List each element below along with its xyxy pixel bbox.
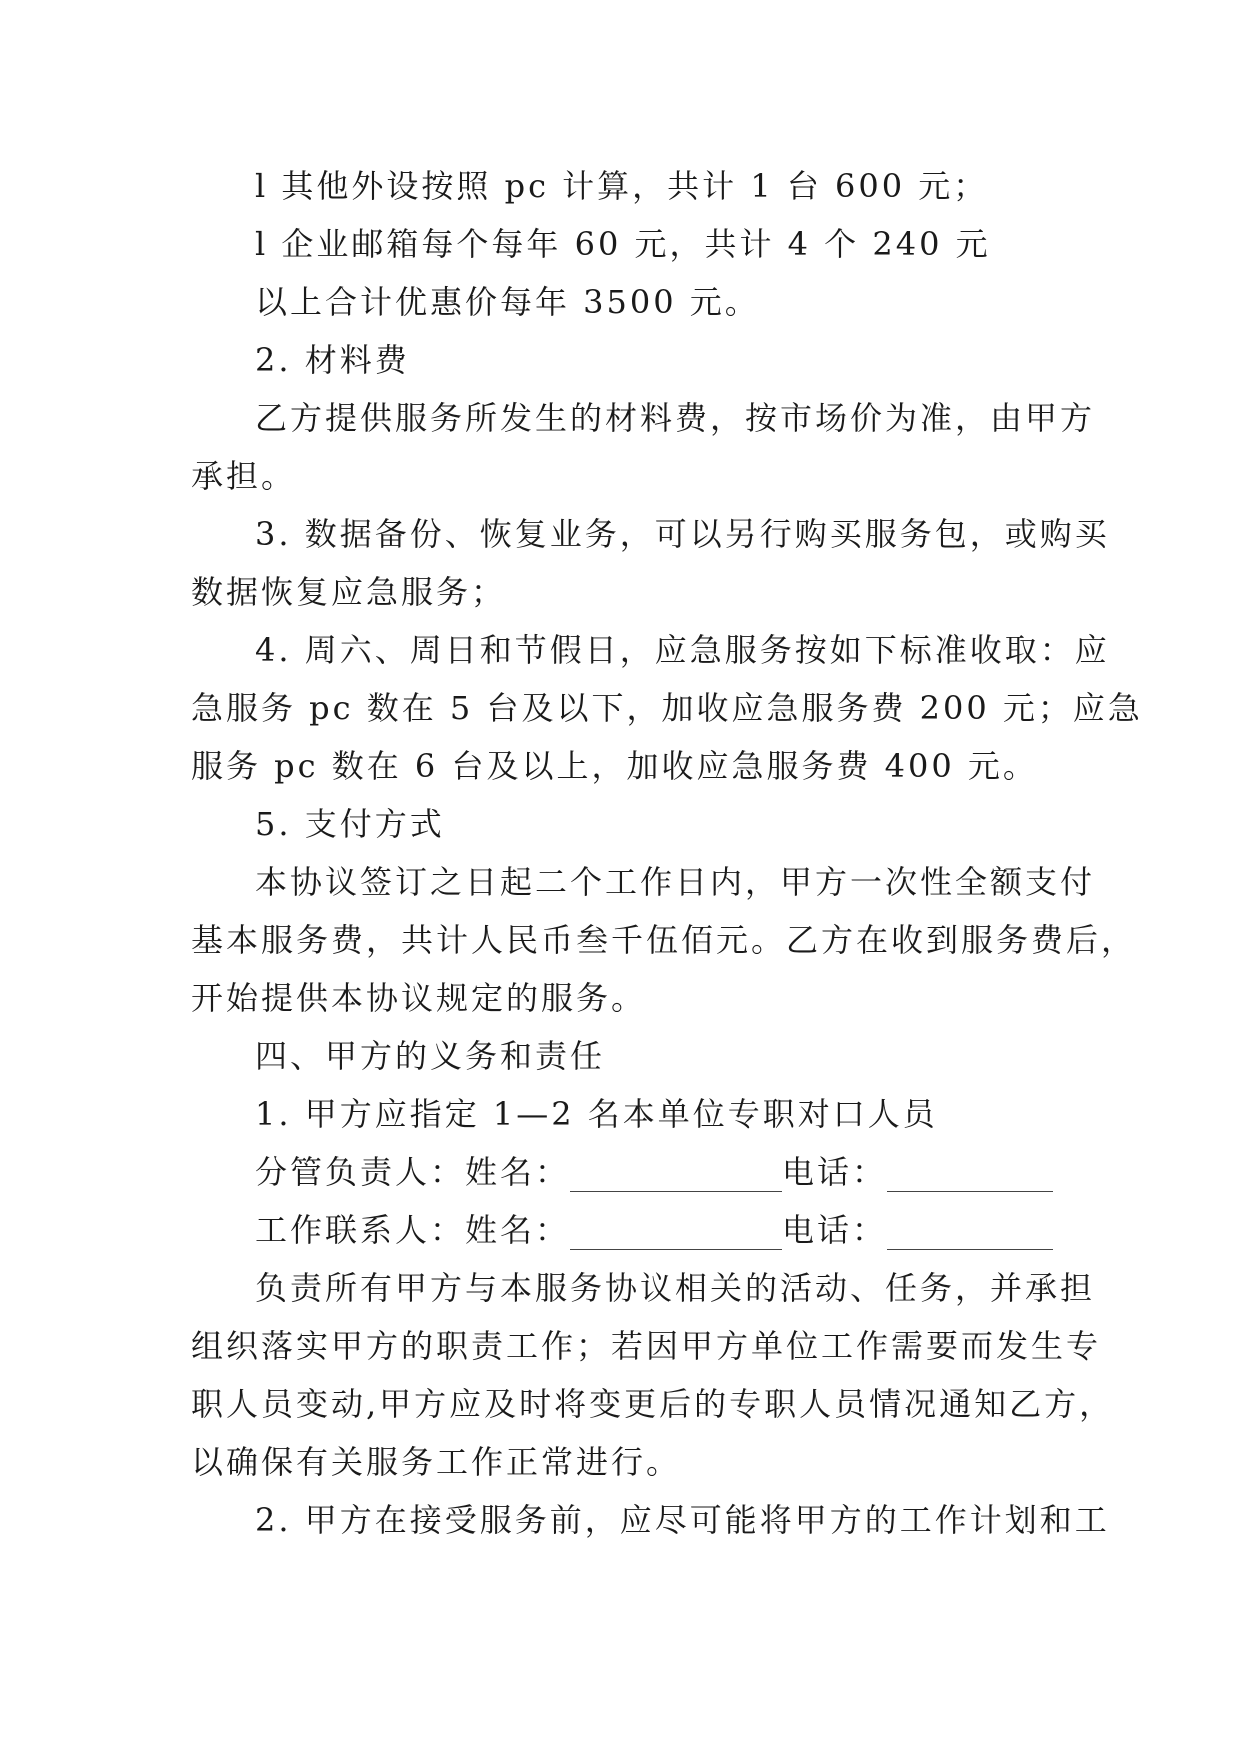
liaison-name-blank bbox=[570, 1215, 782, 1250]
text-line: 以确保有关服务工作正常进行。 bbox=[191, 1443, 682, 1481]
section-heading: 四、甲方的义务和责任 bbox=[255, 1037, 606, 1075]
text-line: 服务 pc 数在 6 台及以上，加收应急服务费 400 元。 bbox=[191, 747, 1038, 785]
section-heading: 5. 支付方式 bbox=[255, 805, 445, 843]
text-line: 基本服务费，共计人民币叁千伍佰元。乙方在收到服务费后， bbox=[191, 921, 1137, 959]
text-line: 4. 周六、周日和节假日，应急服务按如下标准收取：应 bbox=[255, 631, 1110, 669]
supervisor-name-label: 分管负责人：姓名： bbox=[255, 1153, 571, 1191]
text-line: 职人员变动,甲方应及时将变更后的专职人员情况通知乙方， bbox=[191, 1385, 1115, 1423]
text-line: 组织落实甲方的职责工作；若因甲方单位工作需要而发生专 bbox=[191, 1327, 1102, 1365]
contact-row-liaison bbox=[255, 1210, 1053, 1250]
text-line: 数据恢复应急服务； bbox=[191, 573, 507, 611]
liaison-phone-blank bbox=[887, 1215, 1053, 1250]
text-line: l 企业邮箱每个每年 60 元，共计 4 个 240 元 bbox=[255, 225, 991, 263]
liaison-phone-label: 电话： bbox=[782, 1211, 888, 1249]
text-line: l 其他外设按照 pc 计算，共计 1 台 600 元； bbox=[255, 167, 989, 205]
text-line: 负责所有甲方与本服务协议相关的活动、任务，并承担 bbox=[255, 1269, 1096, 1307]
section-heading: 2. 材料费 bbox=[255, 341, 410, 379]
text-line: 乙方提供服务所发生的材料费，按市场价为准，由甲方 bbox=[255, 399, 1096, 437]
text-line: 本协议签订之日起二个工作日内，甲方一次性全额支付 bbox=[255, 863, 1096, 901]
contact-row-supervisor bbox=[255, 1152, 1053, 1192]
text-line: 3. 数据备份、恢复业务，可以另行购买服务包，或购买 bbox=[255, 515, 1110, 553]
liaison-name-label: 工作联系人：姓名： bbox=[255, 1211, 571, 1249]
text-line: 急服务 pc 数在 5 台及以下，加收应急服务费 200 元；应急 bbox=[191, 689, 1143, 727]
text-line: 2. 甲方在接受服务前，应尽可能将甲方的工作计划和工 bbox=[255, 1501, 1110, 1539]
supervisor-phone-blank bbox=[887, 1157, 1053, 1192]
supervisor-phone-label: 电话： bbox=[782, 1153, 888, 1191]
text-line: 以上合计优惠价每年 3500 元。 bbox=[255, 283, 760, 321]
text-line: 承担。 bbox=[191, 457, 297, 495]
text-line: 1. 甲方应指定 1—2 名本单位专职对口人员 bbox=[255, 1095, 938, 1133]
supervisor-name-blank bbox=[570, 1157, 782, 1192]
text-line: 开始提供本协议规定的服务。 bbox=[191, 979, 647, 1017]
